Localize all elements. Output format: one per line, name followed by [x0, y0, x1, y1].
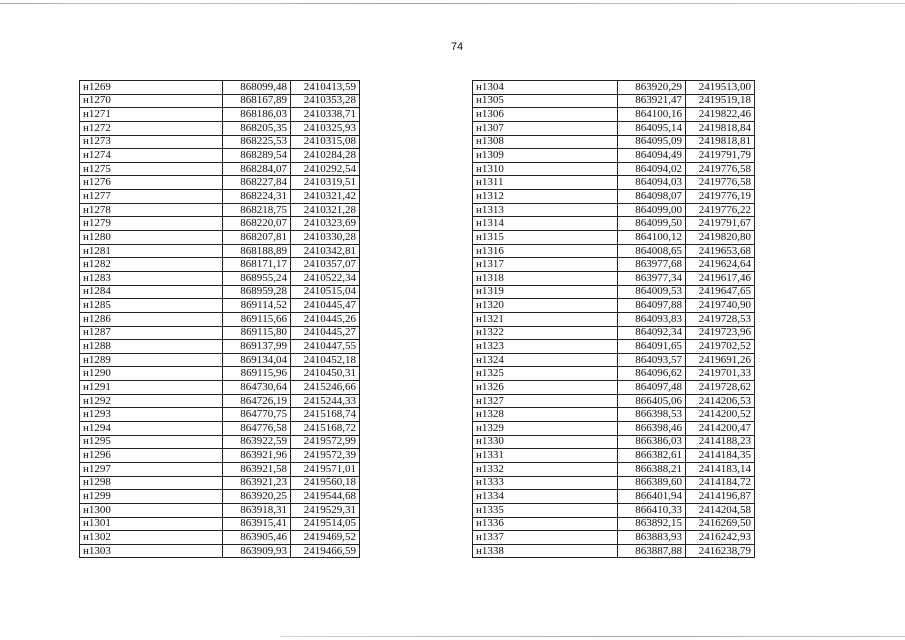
point-id-cell: н1320 — [473, 299, 618, 313]
table-row — [473, 190, 755, 204]
x-coordinate-cell: 864099,50 — [618, 217, 686, 231]
point-id-cell: н1280 — [80, 231, 223, 245]
x-coordinate-cell: 863887,88 — [618, 544, 686, 558]
point-id-cell: н1292 — [80, 394, 223, 408]
point-id-cell: н1318 — [473, 271, 618, 285]
point-id-cell: н1323 — [473, 340, 618, 354]
table-row — [80, 285, 360, 299]
x-coordinate-cell: 866398,53 — [618, 408, 686, 422]
y-coordinate-cell: 2419572,99 — [291, 435, 360, 449]
x-coordinate-cell: 869115,66 — [223, 312, 291, 326]
point-id-cell: н1328 — [473, 408, 618, 422]
y-coordinate-cell: 2410323,69 — [291, 217, 360, 231]
y-coordinate-cell: 2419653,68 — [686, 244, 755, 258]
table-row — [473, 244, 755, 258]
page-number: 74 — [450, 41, 464, 53]
x-coordinate-cell: 869115,96 — [223, 367, 291, 381]
x-coordinate-cell: 866382,61 — [618, 449, 686, 463]
y-coordinate-cell: 2410413,59 — [291, 81, 360, 95]
table-row — [80, 449, 360, 463]
point-id-cell: н1329 — [473, 422, 618, 436]
y-coordinate-cell: 2419624,64 — [686, 258, 755, 272]
x-coordinate-cell: 864092,34 — [618, 326, 686, 340]
x-coordinate-cell: 868188,89 — [223, 244, 291, 258]
y-coordinate-cell: 2410447,55 — [291, 340, 360, 354]
point-id-cell: н1314 — [473, 217, 618, 231]
x-coordinate-cell: 868224,31 — [223, 190, 291, 204]
x-coordinate-cell: 866401,94 — [618, 490, 686, 504]
point-id-cell: н1297 — [80, 462, 223, 476]
point-id-cell: н1294 — [80, 422, 223, 436]
y-coordinate-cell: 2410522,34 — [291, 271, 360, 285]
x-coordinate-cell: 866410,33 — [618, 503, 686, 517]
table-row — [473, 381, 755, 395]
y-coordinate-cell: 2419776,58 — [686, 176, 755, 190]
x-coordinate-cell: 868289,54 — [223, 149, 291, 163]
table-row — [473, 149, 755, 163]
point-id-cell: н1306 — [473, 108, 618, 122]
point-id-cell: н1307 — [473, 121, 618, 135]
table-row — [473, 203, 755, 217]
table-row — [473, 517, 755, 531]
point-id-cell: н1325 — [473, 367, 618, 381]
table-row — [80, 353, 360, 367]
table-row — [473, 121, 755, 135]
x-coordinate-cell: 864098,07 — [618, 190, 686, 204]
point-id-cell: н1271 — [80, 108, 223, 122]
point-id-cell: н1275 — [80, 162, 223, 176]
table-row — [80, 422, 360, 436]
point-id-cell: н1310 — [473, 162, 618, 176]
y-coordinate-cell: 2419728,62 — [686, 381, 755, 395]
table-row — [80, 176, 360, 190]
x-coordinate-cell: 863918,31 — [223, 503, 291, 517]
point-id-cell: н1302 — [80, 531, 223, 545]
table-row — [80, 544, 360, 558]
y-coordinate-cell: 2415168,72 — [291, 422, 360, 436]
table-row — [80, 149, 360, 163]
point-id-cell: н1285 — [80, 299, 223, 313]
y-coordinate-cell: 2414188,23 — [686, 435, 755, 449]
x-coordinate-cell: 864097,48 — [618, 381, 686, 395]
x-coordinate-cell: 863977,68 — [618, 258, 686, 272]
point-id-cell: н1311 — [473, 176, 618, 190]
x-coordinate-cell: 864100,16 — [618, 108, 686, 122]
table-row — [80, 108, 360, 122]
table-row — [473, 476, 755, 490]
y-coordinate-cell: 2419647,65 — [686, 285, 755, 299]
x-coordinate-cell: 863909,93 — [223, 544, 291, 558]
table-row — [80, 408, 360, 422]
point-id-cell: н1312 — [473, 190, 618, 204]
point-id-cell: н1337 — [473, 531, 618, 545]
y-coordinate-cell: 2419818,84 — [686, 121, 755, 135]
table-row — [80, 490, 360, 504]
y-coordinate-cell: 2419776,58 — [686, 162, 755, 176]
point-id-cell: н1279 — [80, 217, 223, 231]
x-coordinate-cell: 868227,84 — [223, 176, 291, 190]
x-coordinate-cell: 863921,47 — [618, 94, 686, 108]
table-row — [473, 435, 755, 449]
table-row — [80, 258, 360, 272]
y-coordinate-cell: 2410445,47 — [291, 299, 360, 313]
y-coordinate-cell: 2419572,39 — [291, 449, 360, 463]
y-coordinate-cell: 2419701,33 — [686, 367, 755, 381]
x-coordinate-cell: 864097,88 — [618, 299, 686, 313]
point-id-cell: н1335 — [473, 503, 618, 517]
table-row — [80, 271, 360, 285]
y-coordinate-cell: 2419560,18 — [291, 476, 360, 490]
x-coordinate-cell: 864099,00 — [618, 203, 686, 217]
table-row — [80, 476, 360, 490]
point-id-cell: н1276 — [80, 176, 223, 190]
x-coordinate-cell: 868955,24 — [223, 271, 291, 285]
point-id-cell: н1293 — [80, 408, 223, 422]
point-id-cell: н1272 — [80, 121, 223, 135]
y-coordinate-cell: 2416242,93 — [686, 531, 755, 545]
table-row — [473, 231, 755, 245]
x-coordinate-cell: 864730,64 — [223, 381, 291, 395]
point-id-cell: н1304 — [473, 81, 618, 95]
point-id-cell: н1295 — [80, 435, 223, 449]
y-coordinate-cell: 2414204,58 — [686, 503, 755, 517]
y-coordinate-cell: 2410357,07 — [291, 258, 360, 272]
point-id-cell: н1316 — [473, 244, 618, 258]
x-coordinate-cell: 866398,46 — [618, 422, 686, 436]
x-coordinate-cell: 866405,06 — [618, 394, 686, 408]
y-coordinate-cell: 2410445,26 — [291, 312, 360, 326]
point-id-cell: н1286 — [80, 312, 223, 326]
x-coordinate-cell: 863883,93 — [618, 531, 686, 545]
table-row — [473, 312, 755, 326]
y-coordinate-cell: 2410284,28 — [291, 149, 360, 163]
x-coordinate-cell: 863922,59 — [223, 435, 291, 449]
point-id-cell: н1324 — [473, 353, 618, 367]
y-coordinate-cell: 2414200,52 — [686, 408, 755, 422]
point-id-cell: н1298 — [80, 476, 223, 490]
point-id-cell: н1299 — [80, 490, 223, 504]
table-row — [473, 326, 755, 340]
table-row — [80, 367, 360, 381]
table-row — [473, 353, 755, 367]
x-coordinate-cell: 863921,96 — [223, 449, 291, 463]
point-id-cell: н1326 — [473, 381, 618, 395]
y-coordinate-cell: 2414184,35 — [686, 449, 755, 463]
table-row — [473, 108, 755, 122]
x-coordinate-cell: 864094,03 — [618, 176, 686, 190]
table-row — [80, 517, 360, 531]
table-row — [473, 503, 755, 517]
point-id-cell: н1331 — [473, 449, 618, 463]
point-id-cell: н1290 — [80, 367, 223, 381]
x-coordinate-cell: 864094,49 — [618, 149, 686, 163]
table-row — [80, 381, 360, 395]
point-id-cell: н1303 — [80, 544, 223, 558]
x-coordinate-cell: 866388,21 — [618, 462, 686, 476]
scan-edge-top — [0, 3, 905, 4]
table-row — [473, 394, 755, 408]
y-coordinate-cell: 2414183,14 — [686, 462, 755, 476]
table-row — [80, 162, 360, 176]
x-coordinate-cell: 864009,53 — [618, 285, 686, 299]
table-row — [80, 135, 360, 149]
point-id-cell: н1333 — [473, 476, 618, 490]
x-coordinate-cell: 864093,83 — [618, 312, 686, 326]
table-row — [473, 176, 755, 190]
y-coordinate-cell: 2410353,28 — [291, 94, 360, 108]
x-coordinate-cell: 863892,15 — [618, 517, 686, 531]
point-id-cell: н1313 — [473, 203, 618, 217]
x-coordinate-cell: 866386,03 — [618, 435, 686, 449]
x-coordinate-cell: 864091,65 — [618, 340, 686, 354]
x-coordinate-cell: 864008,65 — [618, 244, 686, 258]
table-row — [80, 462, 360, 476]
table-row — [473, 135, 755, 149]
table-row — [473, 94, 755, 108]
point-id-cell: н1315 — [473, 231, 618, 245]
x-coordinate-cell: 869114,52 — [223, 299, 291, 313]
point-id-cell: н1291 — [80, 381, 223, 395]
point-id-cell: н1330 — [473, 435, 618, 449]
point-id-cell: н1278 — [80, 203, 223, 217]
x-coordinate-cell: 863921,23 — [223, 476, 291, 490]
coordinates-table-left — [79, 80, 360, 558]
y-coordinate-cell: 2410452,18 — [291, 353, 360, 367]
x-coordinate-cell: 868225,53 — [223, 135, 291, 149]
point-id-cell: н1296 — [80, 449, 223, 463]
point-id-cell: н1338 — [473, 544, 618, 558]
y-coordinate-cell: 2410330,28 — [291, 231, 360, 245]
table-row — [80, 81, 360, 95]
y-coordinate-cell: 2419728,53 — [686, 312, 755, 326]
y-coordinate-cell: 2419544,68 — [291, 490, 360, 504]
y-coordinate-cell: 2419822,46 — [686, 108, 755, 122]
y-coordinate-cell: 2419514,05 — [291, 517, 360, 531]
x-coordinate-cell: 868099,48 — [223, 81, 291, 95]
y-coordinate-cell: 2414184,72 — [686, 476, 755, 490]
y-coordinate-cell: 2419519,18 — [686, 94, 755, 108]
x-coordinate-cell: 864776,58 — [223, 422, 291, 436]
point-id-cell: н1300 — [80, 503, 223, 517]
point-id-cell: н1327 — [473, 394, 618, 408]
x-coordinate-cell: 868207,81 — [223, 231, 291, 245]
x-coordinate-cell: 868218,75 — [223, 203, 291, 217]
y-coordinate-cell: 2419469,52 — [291, 531, 360, 545]
x-coordinate-cell: 864770,75 — [223, 408, 291, 422]
y-coordinate-cell: 2419791,79 — [686, 149, 755, 163]
table-row — [80, 203, 360, 217]
table-row — [473, 449, 755, 463]
x-coordinate-cell: 864093,57 — [618, 353, 686, 367]
y-coordinate-cell: 2419571,01 — [291, 462, 360, 476]
y-coordinate-cell: 2419818,81 — [686, 135, 755, 149]
x-coordinate-cell: 869134,04 — [223, 353, 291, 367]
x-coordinate-cell: 863977,34 — [618, 271, 686, 285]
table-row — [473, 462, 755, 476]
table-row — [80, 312, 360, 326]
y-coordinate-cell: 2410319,51 — [291, 176, 360, 190]
y-coordinate-cell: 2410445,27 — [291, 326, 360, 340]
y-coordinate-cell: 2419740,90 — [686, 299, 755, 313]
table-row — [473, 544, 755, 558]
y-coordinate-cell: 2419820,80 — [686, 231, 755, 245]
x-coordinate-cell: 868186,03 — [223, 108, 291, 122]
table-row — [473, 299, 755, 313]
point-id-cell: н1269 — [80, 81, 223, 95]
y-coordinate-cell: 2419791,67 — [686, 217, 755, 231]
table-row — [80, 326, 360, 340]
y-coordinate-cell: 2414206,53 — [686, 394, 755, 408]
y-coordinate-cell: 2419723,96 — [686, 326, 755, 340]
table-row — [473, 422, 755, 436]
y-coordinate-cell: 2419702,52 — [686, 340, 755, 354]
table-row — [473, 367, 755, 381]
y-coordinate-cell: 2410315,08 — [291, 135, 360, 149]
table-row — [80, 217, 360, 231]
table-row — [80, 435, 360, 449]
point-id-cell: н1309 — [473, 149, 618, 163]
table-row — [80, 299, 360, 313]
point-id-cell: н1321 — [473, 312, 618, 326]
table-row — [80, 394, 360, 408]
point-id-cell: н1283 — [80, 271, 223, 285]
table-row — [473, 258, 755, 272]
x-coordinate-cell: 863905,46 — [223, 531, 291, 545]
y-coordinate-cell: 2414196,87 — [686, 490, 755, 504]
table-row — [80, 244, 360, 258]
point-id-cell: н1319 — [473, 285, 618, 299]
y-coordinate-cell: 2415168,74 — [291, 408, 360, 422]
x-coordinate-cell: 868959,28 — [223, 285, 291, 299]
x-coordinate-cell: 868171,17 — [223, 258, 291, 272]
point-id-cell: н1277 — [80, 190, 223, 204]
point-id-cell: н1305 — [473, 94, 618, 108]
x-coordinate-cell: 869115,80 — [223, 326, 291, 340]
y-coordinate-cell: 2410321,28 — [291, 203, 360, 217]
x-coordinate-cell: 864096,62 — [618, 367, 686, 381]
point-id-cell: н1282 — [80, 258, 223, 272]
x-coordinate-cell: 863915,41 — [223, 517, 291, 531]
y-coordinate-cell: 2416238,79 — [686, 544, 755, 558]
x-coordinate-cell: 863921,58 — [223, 462, 291, 476]
table-row — [80, 94, 360, 108]
x-coordinate-cell: 868220,07 — [223, 217, 291, 231]
y-coordinate-cell: 2416269,50 — [686, 517, 755, 531]
scan-edge-bottom — [280, 636, 905, 637]
y-coordinate-cell: 2415246,66 — [291, 381, 360, 395]
x-coordinate-cell: 864095,09 — [618, 135, 686, 149]
table-row — [473, 81, 755, 95]
table-row — [80, 190, 360, 204]
coordinates-table-right — [472, 80, 755, 558]
x-coordinate-cell: 868167,89 — [223, 94, 291, 108]
y-coordinate-cell: 2419776,19 — [686, 190, 755, 204]
y-coordinate-cell: 2410338,71 — [291, 108, 360, 122]
y-coordinate-cell: 2419691,26 — [686, 353, 755, 367]
table-row — [473, 271, 755, 285]
y-coordinate-cell: 2410321,42 — [291, 190, 360, 204]
x-coordinate-cell: 864094,02 — [618, 162, 686, 176]
y-coordinate-cell: 2419466,59 — [291, 544, 360, 558]
x-coordinate-cell: 869137,99 — [223, 340, 291, 354]
point-id-cell: н1287 — [80, 326, 223, 340]
point-id-cell: н1270 — [80, 94, 223, 108]
point-id-cell: н1281 — [80, 244, 223, 258]
y-coordinate-cell: 2410325,93 — [291, 121, 360, 135]
y-coordinate-cell: 2410292,54 — [291, 162, 360, 176]
point-id-cell: н1288 — [80, 340, 223, 354]
y-coordinate-cell: 2410342,81 — [291, 244, 360, 258]
x-coordinate-cell: 863920,29 — [618, 81, 686, 95]
table-row — [80, 121, 360, 135]
x-coordinate-cell: 866389,60 — [618, 476, 686, 490]
y-coordinate-cell: 2410450,31 — [291, 367, 360, 381]
y-coordinate-cell: 2410515,04 — [291, 285, 360, 299]
table-row — [80, 531, 360, 545]
table-row — [473, 162, 755, 176]
point-id-cell: н1284 — [80, 285, 223, 299]
table-row — [473, 340, 755, 354]
table-row — [473, 217, 755, 231]
y-coordinate-cell: 2419617,46 — [686, 271, 755, 285]
point-id-cell: н1332 — [473, 462, 618, 476]
point-id-cell: н1334 — [473, 490, 618, 504]
point-id-cell: н1301 — [80, 517, 223, 531]
point-id-cell: н1322 — [473, 326, 618, 340]
point-id-cell: н1274 — [80, 149, 223, 163]
table-row — [80, 503, 360, 517]
x-coordinate-cell: 868284,07 — [223, 162, 291, 176]
x-coordinate-cell: 864100,12 — [618, 231, 686, 245]
point-id-cell: н1317 — [473, 258, 618, 272]
point-id-cell: н1273 — [80, 135, 223, 149]
point-id-cell: н1336 — [473, 517, 618, 531]
x-coordinate-cell: 863920,25 — [223, 490, 291, 504]
x-coordinate-cell: 864726,19 — [223, 394, 291, 408]
table-row — [80, 231, 360, 245]
table-row — [473, 285, 755, 299]
table-row — [473, 531, 755, 545]
table-row — [80, 340, 360, 354]
table-row — [473, 490, 755, 504]
y-coordinate-cell: 2415244,33 — [291, 394, 360, 408]
y-coordinate-cell: 2419513,00 — [686, 81, 755, 95]
y-coordinate-cell: 2419529,31 — [291, 503, 360, 517]
y-coordinate-cell: 2419776,22 — [686, 203, 755, 217]
y-coordinate-cell: 2414200,47 — [686, 422, 755, 436]
point-id-cell: н1308 — [473, 135, 618, 149]
x-coordinate-cell: 868205,35 — [223, 121, 291, 135]
x-coordinate-cell: 864095,14 — [618, 121, 686, 135]
point-id-cell: н1289 — [80, 353, 223, 367]
table-row — [473, 408, 755, 422]
